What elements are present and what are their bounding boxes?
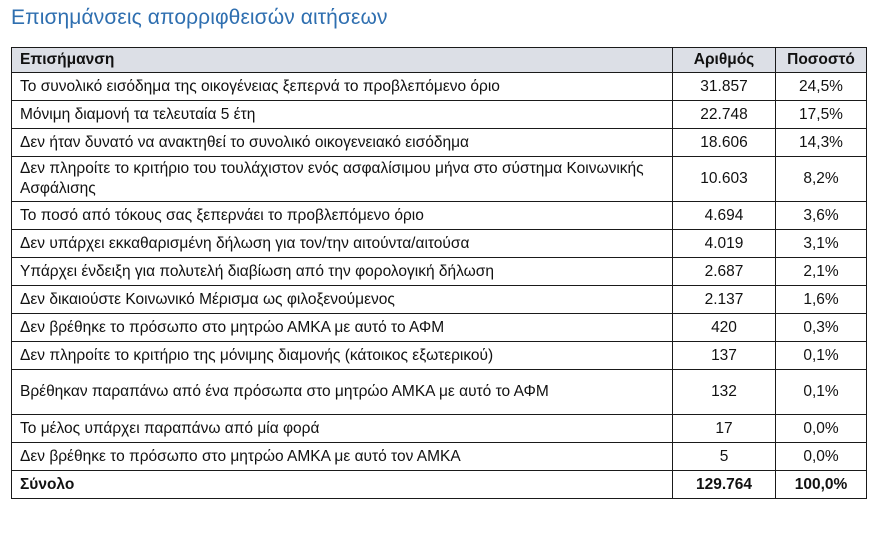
table-row [12, 443, 867, 471]
row-percent: 8,2% [776, 157, 867, 202]
row-percent: 0,0% [776, 443, 867, 471]
table-header-row [12, 48, 867, 73]
row-label: Το συνολικό εισόδημα της οικογένειας ξεπερνά το προβλεπόμενο όριο [12, 73, 673, 101]
table-row [12, 370, 867, 415]
total-percent: 100,0% [776, 471, 867, 499]
table-row [12, 286, 867, 314]
table-row [12, 230, 867, 258]
row-count: 22.748 [673, 101, 776, 129]
row-percent: 0,0% [776, 415, 867, 443]
table-row [12, 73, 867, 101]
column-header-count: Αριθμός [673, 48, 776, 73]
table-row [12, 129, 867, 157]
total-count: 129.764 [673, 471, 776, 499]
row-percent: 1,6% [776, 286, 867, 314]
row-count: 4.019 [673, 230, 776, 258]
column-header-flag: Επισήμανση [12, 48, 673, 73]
row-percent: 17,5% [776, 101, 867, 129]
row-label: Βρέθηκαν παραπάνω από ένα πρόσωπα στο μητρώο ΑΜΚΑ με αυτό το ΑΦΜ [12, 370, 673, 415]
row-count: 2.687 [673, 258, 776, 286]
total-row [12, 471, 867, 499]
row-count: 17 [673, 415, 776, 443]
table-row [12, 101, 867, 129]
row-count: 4.694 [673, 202, 776, 230]
row-label: Δεν ήταν δυνατό να ανακτηθεί το συνολικό οικογενειακό εισόδημα [12, 129, 673, 157]
row-label: Δεν βρέθηκε το πρόσωπο στο μητρώο ΑΜΚΑ με αυτό το ΑΦΜ [12, 314, 673, 342]
row-count: 420 [673, 314, 776, 342]
row-count: 10.603 [673, 157, 776, 202]
row-label: Υπάρχει ένδειξη για πολυτελή διαβίωση από την φορολογική δήλωση [12, 258, 673, 286]
table-row [12, 157, 867, 202]
row-count: 31.857 [673, 73, 776, 101]
table-row [12, 342, 867, 370]
row-percent: 0,3% [776, 314, 867, 342]
row-label: Δεν πληροίτε το κριτήριο του τουλάχιστον ενός ασφαλίσιμου μήνα στο σύστημα Κοινωνικής Ασφάλισης [12, 157, 673, 202]
row-label: Δεν βρέθηκε το πρόσωπο στο μητρώο ΑΜΚΑ με αυτό τον ΑΜΚΑ [12, 443, 673, 471]
row-label: Δεν δικαιούστε Κοινωνικό Μέρισμα ως φιλοξενούμενος [12, 286, 673, 314]
row-count: 137 [673, 342, 776, 370]
row-percent: 0,1% [776, 342, 867, 370]
row-percent: 2,1% [776, 258, 867, 286]
rejection-flags-table [11, 47, 867, 499]
row-label: Μόνιμη διαμονή τα τελευταία 5 έτη [12, 101, 673, 129]
row-count: 2.137 [673, 286, 776, 314]
column-header-percent: Ποσοστό [776, 48, 867, 73]
row-count: 5 [673, 443, 776, 471]
total-label: Σύνολο [12, 471, 673, 499]
row-count: 18.606 [673, 129, 776, 157]
row-percent: 3,6% [776, 202, 867, 230]
row-label: Το μέλος υπάρχει παραπάνω από μία φορά [12, 415, 673, 443]
table-row [12, 258, 867, 286]
row-label: Το ποσό από τόκους σας ξεπερνάει το προβλεπόμενο όριο [12, 202, 673, 230]
table-row [12, 314, 867, 342]
row-label: Δεν πληροίτε το κριτήριο της μόνιμης διαμονής (κάτοικος εξωτερικού) [12, 342, 673, 370]
row-count: 132 [673, 370, 776, 415]
page-title: Επισημάνσεις απορριφθεισών αιτήσεων [11, 6, 388, 29]
table-row [12, 415, 867, 443]
row-percent: 24,5% [776, 73, 867, 101]
row-percent: 14,3% [776, 129, 867, 157]
row-percent: 0,1% [776, 370, 867, 415]
row-label: Δεν υπάρχει εκκαθαρισμένη δήλωση για τον/την αιτούντα/αιτούσα [12, 230, 673, 258]
row-percent: 3,1% [776, 230, 867, 258]
table-row [12, 202, 867, 230]
